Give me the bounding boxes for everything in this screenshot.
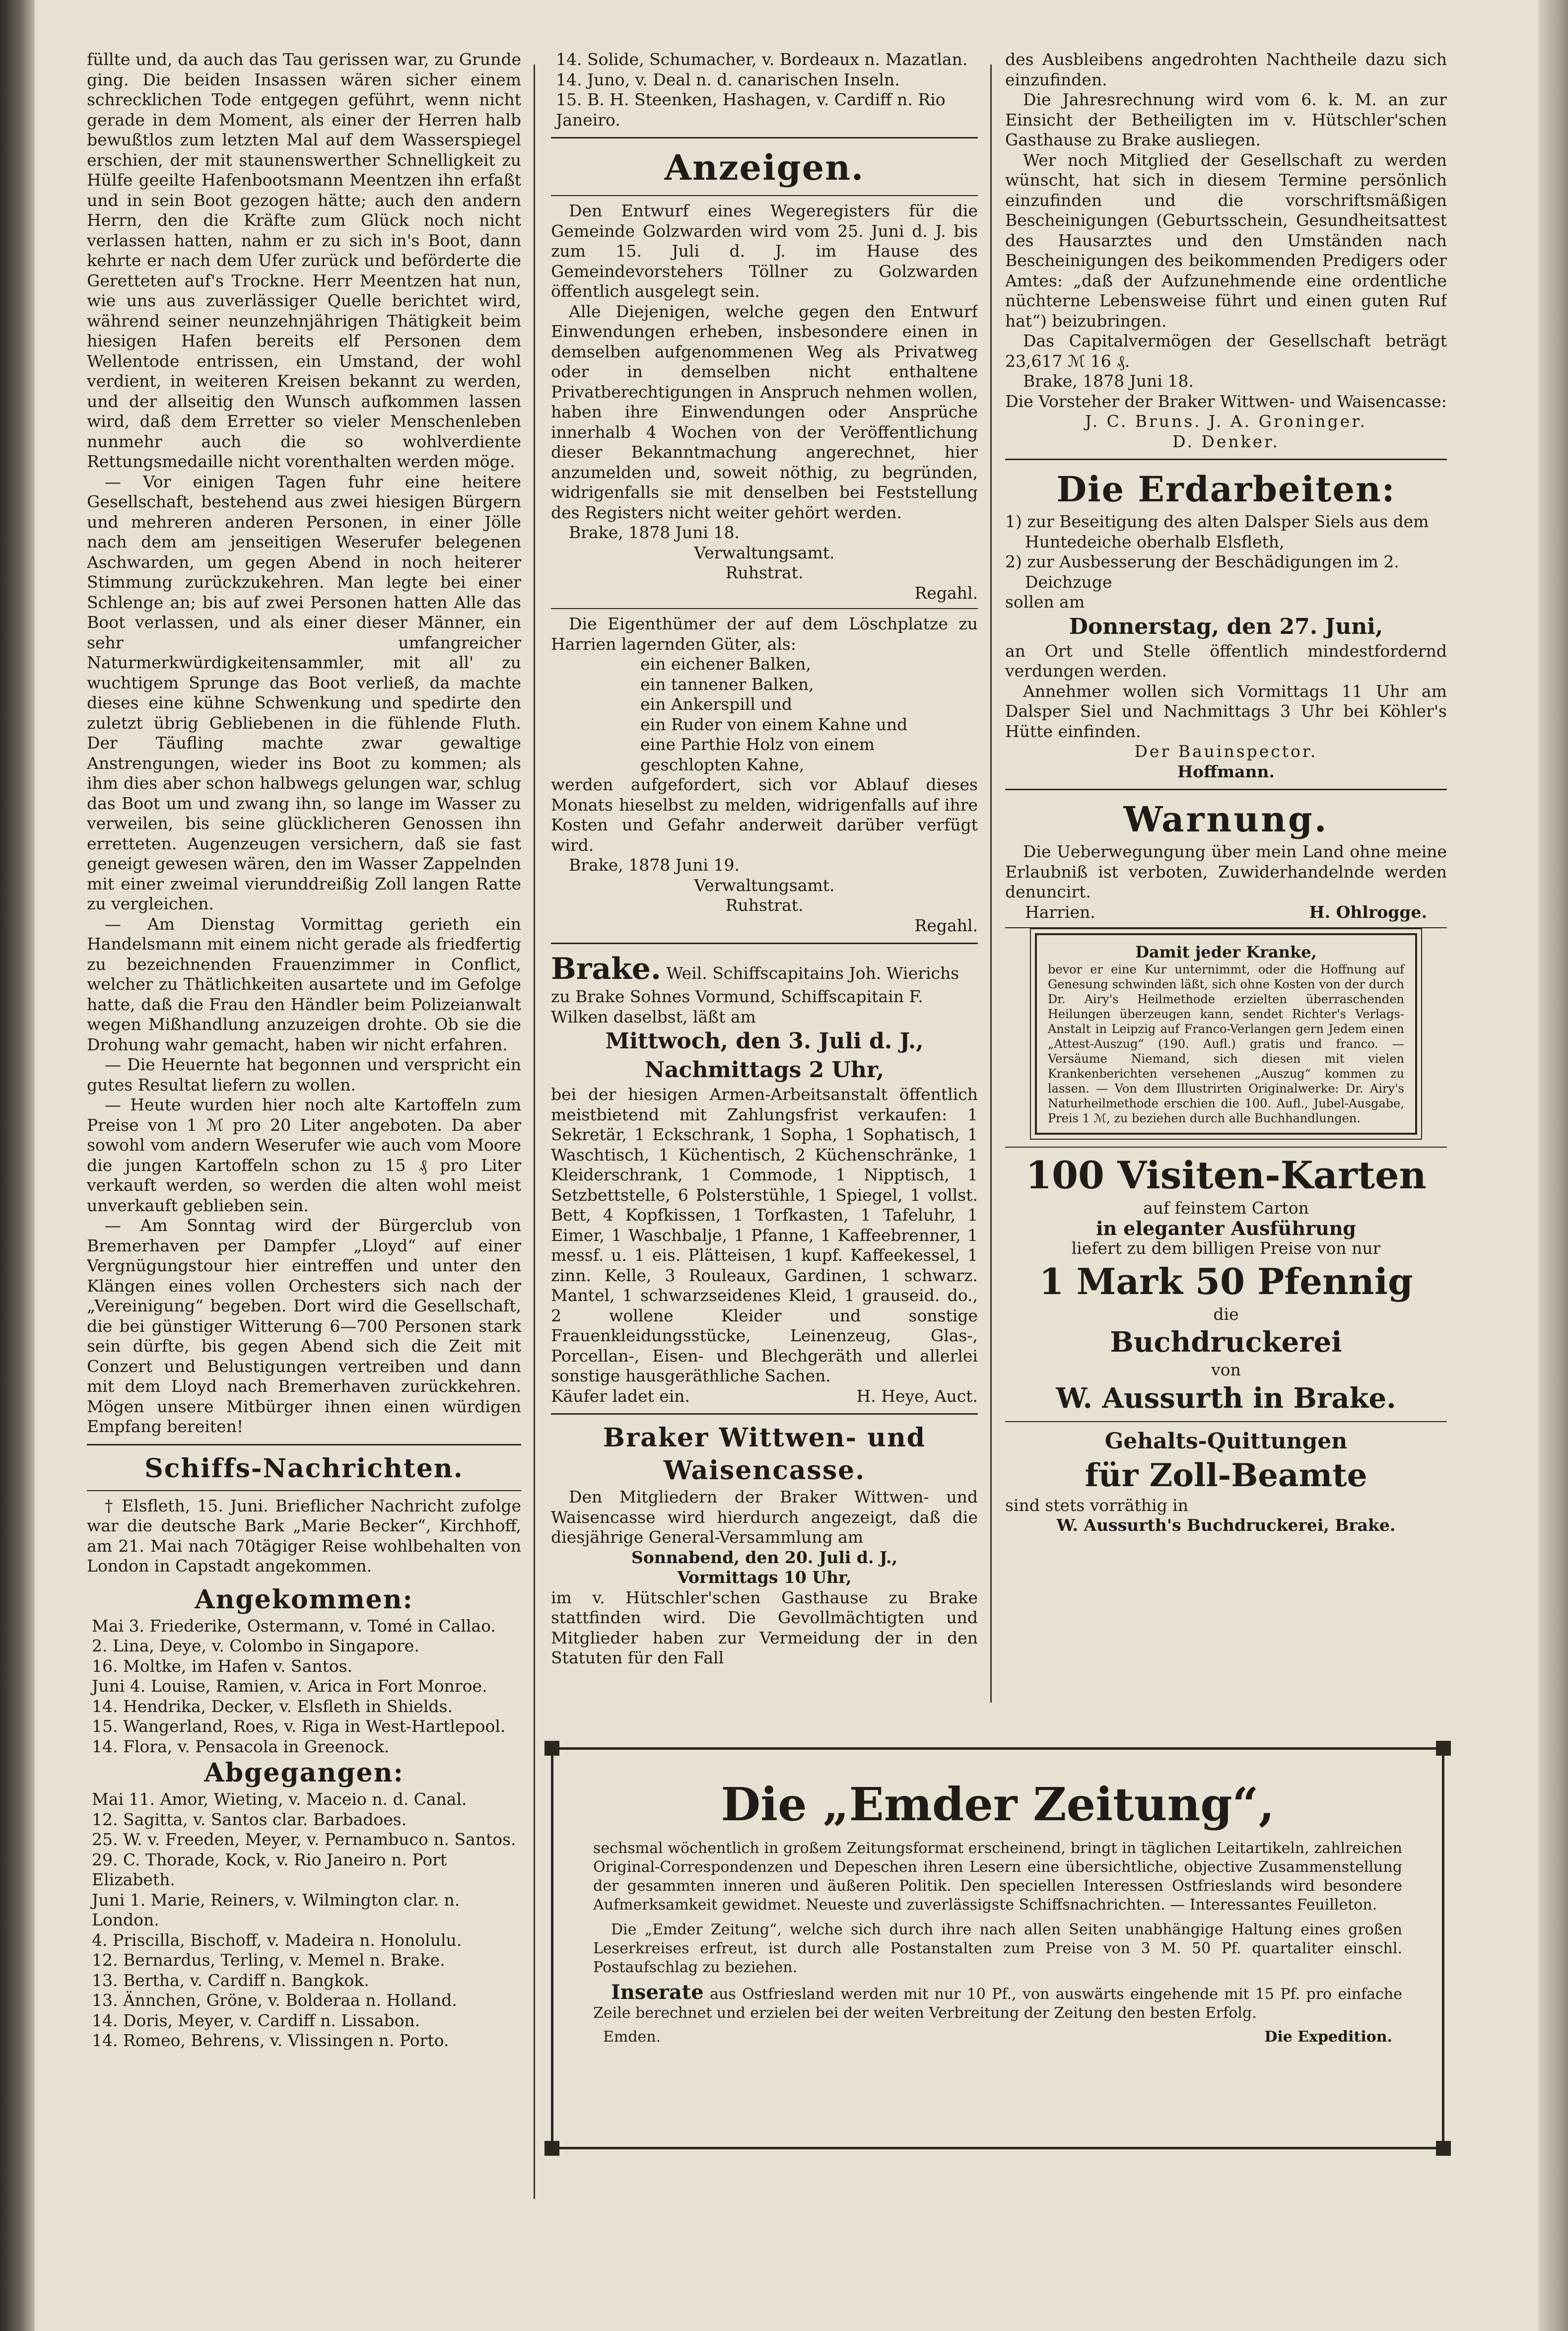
auctioneer: H. Heye, Auct. <box>856 1386 978 1406</box>
divider <box>1005 789 1447 790</box>
list-item: 12. Bernardus, Terling, v. Memel n. Brake. <box>92 1950 445 1970</box>
visiting-cards-price: 1 Mark 50 Pfennig <box>1039 1260 1413 1303</box>
widows-fund-cont: des Ausbleibens angedrohten Nachtheile dazu sich einzufinden. <box>1005 50 1447 89</box>
divider <box>551 1413 978 1415</box>
list-item: ein tannener Balken, <box>640 674 814 694</box>
visiting-cards-line: auf feinstem Carton <box>1143 1198 1309 1218</box>
emder-place: Emden. <box>603 2028 661 2046</box>
widows-fund-heading: Braker Wittwen- und Waisencasse. <box>603 1423 926 1486</box>
warning-place: Harrien. <box>1025 902 1095 922</box>
signatory: Ruhstrat. <box>725 563 804 582</box>
board-names: J. C. Bruns. J. A. Groninger. <box>1085 411 1367 431</box>
printer-heading: Buchdruckerei <box>1110 1326 1342 1359</box>
emder-body: sechsmal wöchentlich in großem Zeitungsformat erscheinend, bringt in täglichen Leitartikeln, zahlreichen Original-Correspondenzen und Depeschen ihren Lesern eine übersichtliche, objective Zusammenstellung der gesammten inneren und äußeren Politik. Den speciellen Interessen Ostfrieslands wird besondere Aufmerksamkeit gewidmet. Neueste und zuverlässigste Schiffsnachrichten. — Interessantes Feuilleton. <box>593 1840 1402 1914</box>
list-item: 14. Juno, v. Deal n. d. canarischen Inseln. <box>556 69 900 89</box>
column-rule <box>990 65 992 1703</box>
signatory: Ruhstrat. <box>725 895 804 915</box>
list-item: eine Parthie Holz von einem geschlopten Kahne, <box>640 735 875 774</box>
list-item: 2. Lina, Deye, v. Colombo in Singapore. <box>92 1636 419 1655</box>
earthworks-item: 2) zur Ausbesserung der Beschädigungen im 2. Deichzuge <box>1005 552 1399 592</box>
warning-heading: Warnung. <box>1123 799 1329 840</box>
auction-signature <box>551 1386 978 1407</box>
notice-date: Brake, 1878 Juni 18. <box>1023 371 1194 391</box>
divider <box>1005 1421 1447 1422</box>
list-item: Mai 3. Friederike, Ostermann, v. Tomé in Callao. <box>92 1616 496 1636</box>
list-item: 4. Priscilla, Bischoff, v. Madeira n. Honolulu. <box>92 1930 462 1950</box>
board-title: Die Vorsteher der Braker Wittwen- und Waisencasse: <box>1005 391 1447 411</box>
departed-list <box>87 1789 521 2051</box>
column-3 <box>1005 50 1447 1536</box>
list-item: 14. Doris, Meyer, v. Cardiff n. Lissabon. <box>92 2010 420 2030</box>
emder-signature <box>593 2028 1402 2047</box>
inspector-name: Hoffmann. <box>1177 761 1275 781</box>
board-names: D. Denker. <box>1172 431 1280 451</box>
list-item: 16. Moltke, im Hafen v. Santos. <box>92 1656 353 1676</box>
list-item: Mai 11. Amor, Wieting, v. Maceio n. d. Canal. <box>92 1789 467 1809</box>
shipping-news-heading: Schiffs-Nachrichten. <box>144 1453 464 1484</box>
divider <box>1005 459 1447 460</box>
emder-inserate: Inserate <box>611 1981 704 2004</box>
divider <box>551 608 978 609</box>
notice-date: Brake, 1878 Juni 18. <box>569 523 740 542</box>
widows-fund-notice: Den Mitgliedern der Braker Wittwen- und Waisencasse wird hierdurch angezeigt, daß die diesjährige General-Versammlung am <box>551 1487 978 1547</box>
list-item: ein Ankerspill und <box>640 694 793 714</box>
corner-ornament <box>1436 2141 1451 2156</box>
membership-notice: Wer noch Mitglied der Gesellschaft zu werden wünscht, hat sich in diesem Termine persönlich einzufinden und die vorschriftsmäßigen Bescheinigungen (Geburtsschein, Gesundheitsattest des Hausarztes und den Umständen nach Bescheinigungen des beikommenden Predigers oder Amtes: „daß der Aufzunehmende eine ordentliche nüchterne Lebensweise führt und einen guten Ruf hat“) beizubringen. <box>1005 150 1447 331</box>
widows-fund-notice-cont: im v. Hütschler'schen Gasthause zu Brake stattfinden wird. Die Gevollmächtigten und Mitglieder haben zur Vermeidung der in den Statuten für den Fall <box>551 1587 978 1667</box>
meeting-date: Sonnabend, den 20. Juli d. J., <box>631 1547 898 1567</box>
earthworks-item: 1) zur Beseitigung des alten Dalsper Siels aus dem Huntedeiche oberhalb Elsfleth, <box>1005 512 1429 551</box>
ads-heading: Anzeigen. <box>664 147 865 188</box>
list-item: 14. Hendrika, Decker, v. Elsfleth in Shields. <box>92 1696 453 1716</box>
sick-ad-heading: Damit jeder Kranke, <box>1135 943 1317 961</box>
corner-ornament <box>1436 1741 1451 1756</box>
visiting-cards-line: die <box>1213 1304 1239 1324</box>
corner-ornament <box>545 1741 559 1756</box>
elsfleth-report: † Elsfleth, 15. Juni. Brieflicher Nachricht zufolge war die deutsche Bark „Marie Becker“, Kirchhoff, am 21. Mai nach 70tägiger Reise wohlbehalten von London in Capstadt angekommen. <box>87 1496 521 1576</box>
article-rescue: füllte und, da auch das Tau gerissen war, zu Grunde ging. Die beiden Insassen wären sicher einem schrecklichen Tode entgegen geführt, wenn nicht gerade in dem Moment, als einer der Herren halb bewußtlos zum letzten Mal auf dem Wasserspiegel erschien, der mit staunenswerther Schnelligkeit zu Hülfe geeilte Hafenbootsmann Meentzen ihn erfaßt und in sein Boot gezogen hätte; auch den andern Herrn, den die Kräfte zum Glück noch nicht verlassen hatten, nahm er zu sich in's Boot, dann kehrte er nach dem Ufer zurück und beförderte die Geretteten auf's Trockne. Herr Meentzen hat nun, wie uns aus zuverlässiger Quelle berichtet wird, während seiner neunzehnjährigen Thätigkeit beim hiesigen Hafen bereits elf Personen dem Wellentode entrissen, ein Umstand, der wohl verdient, in weiteren Kreisen bekannt zu werden, und der allseitig den Wunsch aufkommen lassen wird, daß dem Erretter so vieler Menschenleben nunmehr auch die so wohlverdiente Rettungsmedaille nicht vorenthalten werden möge. <box>87 50 521 471</box>
emder-body: aus Ostfriesland werden mit nur 10 Pf., von auswärts eingehende mit 15 Pf. pro einfache Zeile berechnet und erzielen bei der weiten Verbreitung der Zeitung den besten Erfolg. <box>593 1986 1403 2022</box>
annual-accounts: Die Jahresrechnung wird vom 6. k. M. an zur Einsicht der Betheiligten im v. Hütschler'schen Gasthause zu Brake ausliegen. <box>1005 90 1447 149</box>
column-1 <box>87 50 521 2313</box>
road-register-notice: Den Entwurf eines Wegeregisters für die Gemeinde Golzwarden wird vom 25. Juni d. J. bis zum 15. Juli d. J. im Hause des Gemeindevorstehers Töllner zu Golzwarden öffentlich ausgelegt sein. <box>551 201 978 301</box>
emder-zeitung-ad <box>551 1747 1444 2149</box>
inspector-title: Der Bauinspector. <box>1134 742 1318 761</box>
earthworks-rest: an Ort und Stelle öffentlich mindestfordernd verdungen werden. <box>1005 641 1447 681</box>
list-item: 12. Sagitta, v. Santos clar. Barbadoes. <box>92 1809 407 1829</box>
auction-date: Mittwoch, den 3. Juli d. J., <box>605 1028 924 1054</box>
divider <box>87 1444 521 1445</box>
printer-name: W. Aussurth in Brake. <box>1056 1381 1396 1415</box>
corner-ornament <box>545 2141 559 2156</box>
receipts-line: sind stets vorräthig in <box>1005 1495 1188 1515</box>
emder-sign: Die Expedition. <box>1264 2028 1392 2046</box>
list-item: Juni 1. Marie, Reiners, v. Wilmington clar. n. London. <box>92 1890 460 1929</box>
owners-notice-rest: werden aufgefordert, sich vor Ablauf dieses Monats hieselbst zu melden, widrigenfalls auf ihre Kosten und Gefahr anderweit darüber verfügt wird. <box>551 775 978 855</box>
office-name: Verwaltungsamt. <box>694 543 835 562</box>
notice-date: Brake, 1878 Juni 19. <box>569 855 740 875</box>
meeting-time: Vormittags 10 Uhr, <box>677 1568 852 1587</box>
article-conflict: — Am Dienstag Vormittag gerieth ein Handelsmann mit einem nicht gerade als friedfertig zu bezeichnenden Frauenzimmer in Conflict, welcher zu Thätlichkeiten ausartete und im Gefolge hatte, daß die Frau den Händler beim Polizeianwalt wegen Mißhandlung anzuzeigen drohte. Ob sie die Drohung wahr gemacht, haben wir nicht erfahren. <box>87 914 521 1054</box>
earthworks-meeting: Annehmer wollen sich Vormittags 11 Uhr am Dalsper Siel und Nachmittags 3 Uhr bei Köhler's Hütte einfinden. <box>1005 681 1447 741</box>
visiting-cards-heading: 100 Visiten-Karten <box>1025 1153 1427 1197</box>
office-name: Verwaltungsamt. <box>694 875 835 895</box>
sick-ad-body: bevor er eine Kur unternimmt, oder die Hoffnung auf Genesung schwinden läßt, sich ohne Kosten von der durch Dr. Airy's Heilmethode erzielten überraschenden Heilungen überzeugen kann, sendet Richter's Verlags-Anstalt in Leipzig auf Franco-Verlangen gern Jedem einen „Attest-Auszug“ (190. Aufl.) gratis und franco. — Versäume Niemand, sich diesen mit vielen Krankenberichten versehenen „Auszug“ kommen zu lassen. — Von dem Illustrirten Originalwerke: Dr. Airy's Naturheilmethode erschien die 100. Aufl., Jubel-Ausgabe, Preis 1 ℳ, zu beziehen durch alle Buchhandlungen. <box>1048 962 1404 1125</box>
emder-title: Die „Emder Zeitung“, <box>721 1778 1275 1831</box>
list-item: 15. B. H. Steenken, Hashagen, v. Cardiff n. Rio Janeiro. <box>556 90 946 130</box>
departed-heading: Abgegangen: <box>204 1758 404 1788</box>
list-item: 14. Romeo, Behrens, v. Vlissingen n. Porto. <box>92 2031 449 2050</box>
article-club: — Am Sonntag wird der Bürgerclub von Bremerhaven per Dampfer „Lloyd“ auf einer Vergnügungstour hier eintreffen und unter den Klängen eines vollen Orchesters sich nach der „Vereinigung“ begeben. Dort wird die Gesellschaft, die bei günstiger Witterung 6—700 Personen stark sein dürfte, bis gegen Abend sich die Zeit mit Conzert und Belustigungen vertreiben und dann mit dem Lloyd nach Bremerhaven zurückkehren. Mögen unsere Mitbürger ihnen einen würdigen Empfang bereiten! <box>87 1216 521 1436</box>
book-spine <box>0 0 35 2331</box>
divider <box>551 943 978 944</box>
visiting-cards-line: in eleganter Ausführung <box>1096 1217 1356 1239</box>
auction-items: bei der hiesigen Armen-Arbeitsanstalt öffentlich meistbietend mit Zahlungsfrist verkaufen: 1 Sekretär, 1 Eckschrank, 1 Sopha, 1 Sophatisch, 1 Waschtisch, 1 Küchentisch, 2 Küchenschränke, 1 Kleiderschrank, 1 Commode, 1 Nipptisch, 1 Setzbettstelle, 6 Polsterstühle, 1 Spiegel, 1 vollst. Bett, 4 Kopfkissen, 1 Torfkasten, 1 Tafeluhr, 1 Eimer, 1 Waschbalje, 1 Pfanne, 1 Kaffeebrenner, 1 messf. u. 1 eis. Plätteisen, 1 kupf. Kaffeekessel, 1 zinn. Kelle, 3 Rouleaux, Gardinen, 1 schwarz. Mantel, 1 schwarzseidenes Kleid, 1 grauseid. do., 2 wollene Kleider und sonstige Frauenkleidungsstücke, Leinenzeug, Glas-, Porcellan-, Eisen- und Blechgeräth und allerlei sonstige hausgeräthliche Sachen. <box>551 1085 978 1385</box>
capital: Das Capitalvermögen der Gesellschaft beträgt 23,617 ℳ 16 ₰. <box>1005 331 1447 371</box>
warning-body: Die Ueberwegungung über mein Land ohne meine Erlaubniß ist verboten, Zuwiderhandelnde werden denuncirt. <box>1005 842 1447 901</box>
column-rule <box>534 65 535 2199</box>
visiting-cards-line: von <box>1211 1360 1241 1379</box>
divider <box>1005 927 1447 928</box>
page-edge <box>1538 0 1568 2331</box>
divider <box>1005 1147 1447 1148</box>
article-hay: — Die Heuernte hat begonnen und verspricht ein gutes Resultat liefern zu wollen. <box>87 1055 521 1095</box>
auction-intro: Weil. Schiffscapitains Joh. Wierichs zu Brake Sohnes Vormund, Schiffscapitain F. Wilken daselbst, läßt am <box>551 963 959 1027</box>
auction-time: Nachmittags 2 Uhr, <box>644 1057 885 1083</box>
owners-notice: Die Eigenthümer der auf dem Löschplatze zu Harrien lagernden Güter, als: <box>551 614 978 654</box>
divider <box>551 137 978 138</box>
list-item: ein eichener Balken, <box>640 654 811 674</box>
list-item: 14. Flora, v. Pensacola in Greenock. <box>92 1736 390 1756</box>
list-item: 13. Ännchen, Gröne, v. Bolderaa n. Holland. <box>92 1990 457 2010</box>
warning-signature <box>1005 902 1447 923</box>
list-item: 25. W. v. Freeden, Meyer, v. Pernambuco n. Santos. <box>92 1830 516 1849</box>
newspaper-page <box>35 0 1538 2331</box>
ships-continued <box>551 50 978 130</box>
earthworks-date: Donnerstag, den 27. Juni, <box>1069 614 1383 639</box>
signatory-secondary: Regahl. <box>914 583 978 603</box>
emder-body: Die „Emder Zeitung“, welche sich durch ihre nach allen Seiten unabhängige Haltung eines großen Leserkreises erfreut, ist durch alle Postanstalten zum Preise von 3 M. 50 Pf. quartaliter einschl. Postaufschlag zu beziehen. <box>593 1921 1402 1976</box>
receipts-heading: Gehalts-Quittungen <box>1104 1428 1348 1454</box>
divider <box>551 195 978 196</box>
divider <box>87 1490 521 1491</box>
list-item: 29. C. Thorade, Kock, v. Rio Janeiro n. Port Elizabeth. <box>92 1850 447 1889</box>
list-item: 14. Solide, Schumacher, v. Bordeaux n. Mazatlan. <box>556 50 968 69</box>
visiting-cards-line: liefert zu dem billigen Preise von nur <box>1071 1238 1381 1258</box>
article-boat: — Vor einigen Tagen fuhr eine heitere Gesellschaft, bestehend aus zwei hiesigen Bürgern und mehreren anderen Personen, in einer Jölle nach dem am jenseitigen Weserufer belegenen Aschwarden, um gegen Abend in noch heiterer Stimmung zurückzukehren. Man legte bei einer Schlenge an; bis auf zwei Personen hatten Alle das Boot verlassen, und als einer dieser Männer, ein sehr umfangreicher Naturmerkwürdigkeitensammler, mit all' zu wuchtigem Sprunge das Boot verließ, da machte dieses eine kühne Schwenkung und spedirte den zuletzt übrig Gebliebenen in die fühlende Fluth. Der Täufling machte zwar gewaltige Anstrengungen, wieder ins Boot zu kommen; als ihm dies aber schon halbwegs gelungen war, schlug das Boot um und zwang ihn, so lange im Wasser zu verweilen, bis seine glücklicheren Genossen ihn erretteten. Augenzeugen versichern, daß sie fast geneigt gewesen wären, den im Wasser Zappelnden mit einer zweimal vierunddreißig Zoll langen Ratte zu vergleichen. <box>87 472 521 913</box>
list-item: 13. Bertha, v. Cardiff n. Bangkok. <box>92 1970 369 1990</box>
earthworks-heading: Die Erdarbeiten: <box>1056 469 1396 510</box>
receipts-printer: W. Aussurth's Buchdruckerei, Brake. <box>1056 1515 1396 1535</box>
warning-name: H. Ohlrogge. <box>1309 902 1427 922</box>
list-item: Juni 4. Louise, Ramien, v. Arica in Fort Monroe. <box>92 1676 487 1696</box>
sick-ad-box <box>1035 933 1417 1135</box>
receipts-subheading: für Zoll-Beamte <box>1085 1456 1367 1494</box>
earthworks-sollen: sollen am <box>1005 592 1085 612</box>
auction-invite: Käufer ladet ein. <box>551 1386 690 1406</box>
list-item: ein Ruder von einem Kahne und <box>640 714 908 734</box>
arrived-heading: Angekommen: <box>195 1584 413 1615</box>
road-register-objections: Alle Diejenigen, welche gegen den Entwurf Einwendungen erheben, insbesondere einen in demselben aufgenommenen Weg als Privatweg oder in demselben nicht enthaltene Privatberechtigungen in Anspruch nehmen wollen, haben ihre Einwendungen oder Ansprüche innerhalb 4 Wochen von der Veröffentlichung dieser Bekanntmachung angerechnet, hier anzumelden und, soweit nöthig, zu begründen, widrigenfalls sie mit denselben bei Feststellung des Registers nicht weiter gehört werden. <box>551 301 978 522</box>
goods-list <box>551 654 978 775</box>
column-2 <box>551 50 978 1668</box>
list-item: 15. Wangerland, Roes, v. Riga in West-Hartlepool. <box>92 1716 506 1736</box>
brake-heading: Brake. <box>551 952 661 986</box>
arrived-list <box>87 1616 521 1757</box>
article-potatoes: — Heute wurden hier noch alte Kartoffeln zum Preise von 1 ℳ pro 20 Liter angeboten. Da aber sowohl vom andern Weserufer wie auch vom Moore die jungen Kartoffeln schon zu 15 ₰ pro Liter verkauft werden, so werden die alten wohl meist unverkauft geblieben sein. <box>87 1095 521 1215</box>
signatory-secondary: Regahl. <box>914 915 978 935</box>
